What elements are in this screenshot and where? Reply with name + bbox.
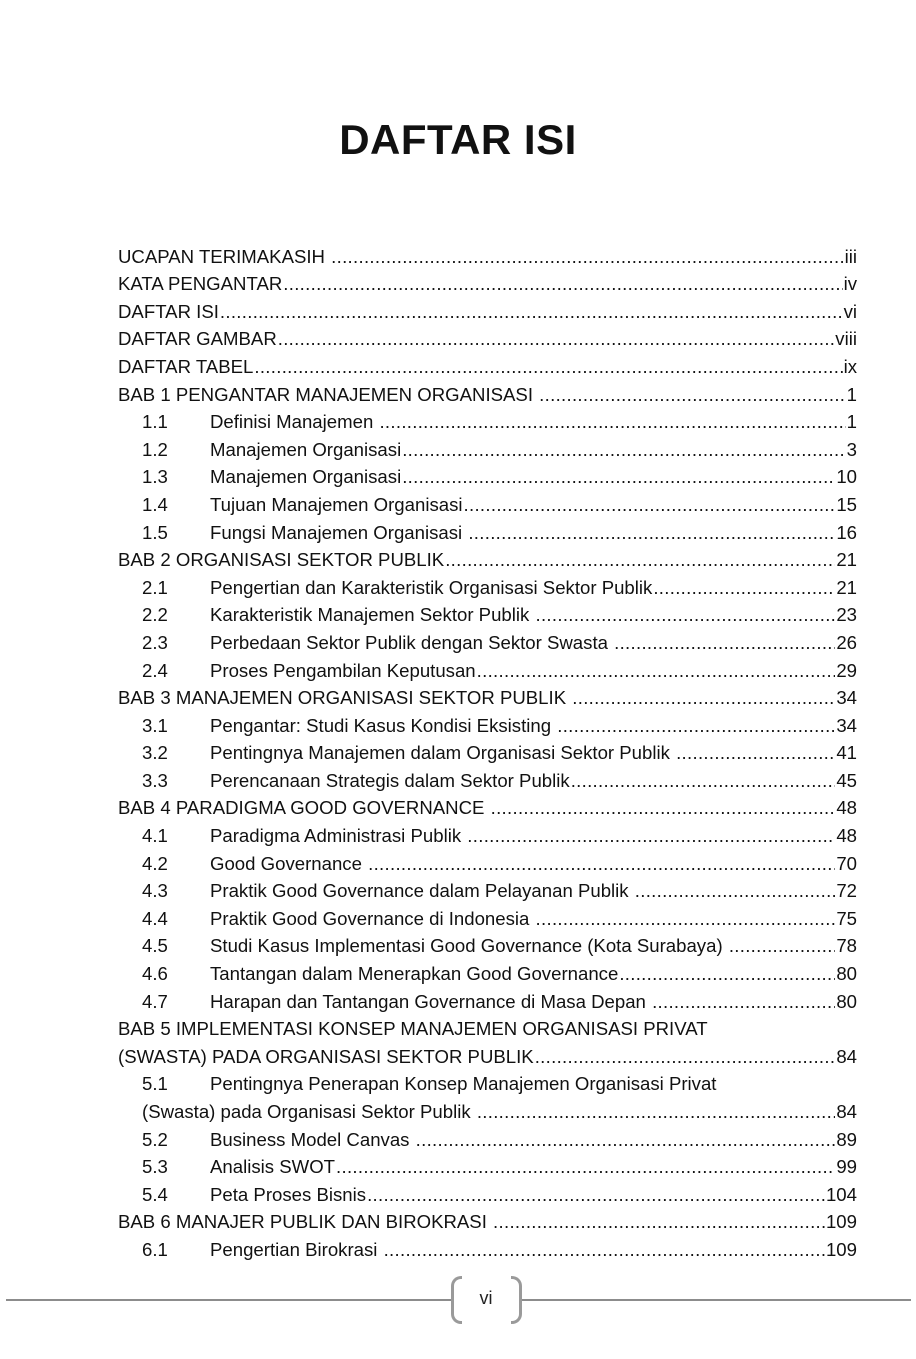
toc-entry [118, 240, 857, 268]
toc-entry-page: 80 [836, 963, 857, 985]
toc-entry-page: 109 [825, 1238, 857, 1260]
toc-entry-label: BAB 5 IMPLEMENTASI KONSEP MANAJEMEN ORGANISASI PRIVAT [118, 1018, 708, 1040]
toc-entry-page: 75 [836, 907, 857, 929]
toc-leader-dots [572, 687, 835, 709]
toc-leader-dots [557, 715, 835, 737]
toc-entry-page: 78 [836, 935, 857, 957]
toc-leader-dots [536, 604, 836, 626]
toc-entry-label: Pengantar: Studi Kasus Kondisi Eksisting [210, 714, 557, 736]
toc-entry [118, 1233, 857, 1261]
toc-entry [118, 709, 857, 737]
toc-entry [118, 1178, 857, 1206]
toc-entry [118, 516, 857, 544]
toc-entry-page: ix [843, 355, 857, 377]
toc-entry [118, 378, 857, 406]
toc-entry-number: 2.1 [142, 576, 168, 598]
toc-leader-dots [331, 246, 843, 268]
toc-entry [118, 1123, 857, 1151]
toc-entry-label: Definisi Manajemen [210, 411, 379, 433]
toc-entry-label: UCAPAN TERIMAKASIH [118, 245, 331, 267]
toc-leader-dots [283, 273, 842, 295]
toc-leader-dots [539, 384, 845, 406]
toc-entry-number: 4.7 [142, 990, 168, 1012]
toc-entry-label: DAFTAR TABEL [118, 355, 254, 377]
toc-entry-label: (Swasta) pada Organisasi Sektor Publik [142, 1101, 476, 1122]
toc-entry-page: 34 [836, 687, 857, 709]
toc-entry-page: 48 [836, 825, 857, 847]
toc-entry [118, 571, 857, 599]
toc-leader-dots [571, 770, 836, 792]
toc-leader-dots [536, 908, 836, 930]
toc-entry-label: BAB 3 MANAJEMEN ORGANISASI SEKTOR PUBLIK [118, 687, 572, 709]
toc-entry-number: 4.5 [142, 935, 168, 957]
toc-entry-number: 1.3 [142, 466, 168, 488]
toc-entry [118, 268, 857, 296]
toc-entry-label: Pentingnya Penerapan Konsep Manajemen Organisasi Privat [210, 1073, 717, 1095]
toc-entry-page: 10 [836, 466, 857, 488]
toc-leader-dots [220, 301, 843, 323]
toc-entry [118, 819, 857, 847]
toc-entry-label: BAB 1 PENGANTAR MANAJEMEN ORGANISASI [118, 383, 539, 405]
toc-entry [118, 737, 857, 765]
toc-entry-page: 84 [836, 1101, 857, 1122]
toc-entry-page: 109 [825, 1211, 857, 1233]
toc-entry-number: 4.1 [142, 825, 168, 847]
toc-leader-dots [614, 632, 835, 654]
toc-entry-label: BAB 6 MANAJER PUBLIK DAN BIROKRASI [118, 1211, 493, 1233]
toc-entry-page: 70 [836, 852, 857, 874]
toc-entry-label: Manajemen Organisasi [210, 438, 402, 460]
toc-entry [118, 406, 857, 434]
toc-leader-dots [729, 935, 836, 957]
toc-entry-number: 3.1 [142, 714, 168, 736]
toc-entry [118, 930, 857, 958]
toc-entry [118, 875, 857, 903]
toc-entry-label: Manajemen Organisasi [210, 466, 402, 488]
toc-entry-page: 48 [836, 797, 857, 819]
toc-entry-label: Praktik Good Governance di Indonesia [210, 907, 535, 929]
toc-entry-page: 16 [836, 521, 857, 543]
toc-entry-label: Praktik Good Governance dalam Pelayanan Publik [210, 880, 634, 902]
toc-entry-label: DAFTAR GAMBAR [118, 328, 277, 350]
toc-entry-number: 2.4 [142, 659, 168, 681]
toc-entry-page: 34 [836, 714, 857, 736]
toc-leader-dots [493, 1211, 825, 1233]
toc-entry-number: 5.2 [142, 1128, 168, 1150]
toc-entry [118, 323, 857, 351]
toc-entry-page: 29 [836, 659, 857, 681]
table-of-contents [118, 240, 857, 1261]
toc-entry-label: Good Governance [210, 852, 368, 874]
toc-leader-dots [635, 880, 836, 902]
toc-entry [118, 764, 857, 792]
toc-entry-page: 104 [825, 1183, 857, 1205]
toc-leader-dots [336, 1156, 835, 1178]
toc-entry-number: 3.3 [142, 769, 168, 791]
toc-leader-dots [368, 853, 835, 875]
toc-entry [118, 599, 857, 627]
toc-entry [118, 461, 857, 489]
toc-leader-dots [367, 1184, 825, 1206]
toc-entry-page: 23 [836, 604, 857, 626]
toc-leader-dots [652, 991, 835, 1013]
toc-entry-label: Studi Kasus Implementasi Good Governance (Kota Surabaya) [210, 935, 728, 957]
toc-entry-number: 3.2 [142, 742, 168, 764]
toc-entry-label: Perbedaan Sektor Publik dengan Sektor Swasta [210, 631, 614, 653]
toc-entry-number: 4.3 [142, 880, 168, 902]
toc-entry [118, 488, 857, 516]
toc-entry-number: 4.4 [142, 907, 168, 929]
toc-entry-label: Pengertian Birokrasi [210, 1238, 383, 1260]
toc-entry [118, 847, 857, 875]
toc-entry-number: 5.1 [142, 1073, 168, 1095]
toc-entry-page: 1 [846, 383, 857, 405]
toc-entry-label: Tujuan Manajemen Organisasi [210, 493, 463, 515]
toc-entry-label: BAB 4 PARADIGMA GOOD GOVERNANCE [118, 797, 490, 819]
toc-leader-dots [468, 522, 835, 544]
toc-leader-dots [379, 411, 845, 433]
toc-leader-dots [416, 1129, 836, 1151]
toc-entry [118, 792, 857, 820]
toc-entry-label: Business Model Canvas [210, 1128, 415, 1150]
toc-leader-dots [445, 549, 835, 571]
toc-entry-number: 5.4 [142, 1183, 168, 1205]
toc-entry-label: Proses Pengambilan Keputusan [210, 659, 476, 681]
toc-entry-page: 26 [836, 631, 857, 653]
toc-entry-page: viii [835, 328, 857, 350]
toc-leader-dots [467, 825, 835, 847]
toc-entry-number: 1.1 [142, 411, 168, 433]
toc-entry-label: Harapan dan Tantangan Governance di Masa Depan [210, 990, 652, 1012]
toc-entry [118, 626, 857, 654]
toc-entry-number: 4.6 [142, 963, 168, 985]
toc-entry-label: Fungsi Manajemen Organisasi [210, 521, 468, 543]
toc-entry [118, 902, 857, 930]
toc-leader-dots [464, 494, 836, 516]
toc-entry-number: 1.5 [142, 521, 168, 543]
toc-entry [118, 1013, 857, 1041]
toc-leader-dots [477, 1101, 836, 1123]
toc-entry [118, 654, 857, 682]
toc-entry [118, 295, 857, 323]
toc-entry-number: 5.3 [142, 1156, 168, 1178]
toc-entry-number: 1.4 [142, 493, 168, 515]
toc-entry-label: Karakteristik Manajemen Sektor Publik [210, 604, 535, 626]
toc-entry-page: 89 [836, 1128, 857, 1150]
toc-entry [118, 1151, 857, 1179]
toc-entry-page: iv [843, 273, 857, 295]
toc-entry-page: iii [844, 245, 857, 267]
toc-leader-dots [491, 797, 836, 819]
toc-entry-page: 21 [836, 549, 857, 571]
toc-entry-page: 84 [836, 1045, 857, 1067]
toc-entry-page: 1 [846, 411, 857, 433]
toc-entry-label: Analisis SWOT [210, 1156, 336, 1178]
toc-leader-dots [402, 466, 835, 488]
toc-entry [118, 1095, 857, 1123]
toc-leader-dots [402, 439, 845, 461]
toc-entry-label: Pentingnya Manajemen dalam Organisasi Sektor Publik [210, 742, 676, 764]
toc-entry [118, 1040, 857, 1068]
toc-entry-label: BAB 2 ORGANISASI SEKTOR PUBLIK [118, 549, 445, 571]
toc-entry-label: KATA PENGANTAR [118, 273, 283, 295]
toc-entry-page: 3 [846, 438, 857, 460]
toc-entry [118, 985, 857, 1013]
toc-entry-page: 45 [836, 769, 857, 791]
toc-entry-label: Pengertian dan Karakteristik Organisasi Sektor Publik [210, 576, 653, 598]
toc-leader-dots [535, 1046, 836, 1068]
toc-leader-dots [254, 356, 842, 378]
toc-leader-dots [278, 328, 835, 350]
toc-entry-number: 4.2 [142, 852, 168, 874]
toc-entry-number: 6.1 [142, 1238, 168, 1260]
toc-entry [118, 1206, 857, 1234]
toc-entry [118, 544, 857, 572]
toc-entry [118, 433, 857, 461]
toc-entry [118, 682, 857, 710]
toc-entry-page: vi [843, 300, 857, 322]
footer-rule-right [521, 1299, 911, 1301]
toc-entry-label: Perencanaan Strategis dalam Sektor Publik [210, 769, 570, 791]
toc-entry-label: Paradigma Administrasi Publik [210, 825, 467, 847]
toc-entry-label: Peta Proses Bisnis [210, 1183, 367, 1205]
toc-entry-page: 72 [836, 880, 857, 902]
toc-leader-dots [477, 660, 836, 682]
page-number: vi [479, 1288, 493, 1308]
toc-entry-page: 41 [836, 742, 857, 764]
toc-entry [118, 350, 857, 378]
toc-leader-dots [619, 963, 835, 985]
toc-entry-number: 1.2 [142, 438, 168, 460]
toc-entry-page: 21 [836, 576, 857, 598]
toc-entry-label: DAFTAR ISI [118, 300, 219, 322]
toc-leader-dots [653, 577, 835, 599]
page-title: DAFTAR ISI [339, 116, 577, 163]
footer-rule-left [6, 1299, 451, 1301]
toc-entry-number: 2.3 [142, 631, 168, 653]
toc-entry-label: Tantangan dalam Menerapkan Good Governance [210, 963, 619, 985]
toc-entry-page: 15 [836, 493, 857, 515]
toc-entry [118, 957, 857, 985]
toc-entry [118, 1068, 857, 1096]
toc-leader-dots [676, 742, 835, 764]
toc-leader-dots [384, 1239, 825, 1261]
toc-entry-number: 2.2 [142, 604, 168, 626]
toc-entry-page: 80 [836, 990, 857, 1012]
toc-entry-page: 99 [836, 1156, 857, 1178]
toc-entry-label: (SWASTA) PADA ORGANISASI SEKTOR PUBLIK [118, 1045, 534, 1067]
